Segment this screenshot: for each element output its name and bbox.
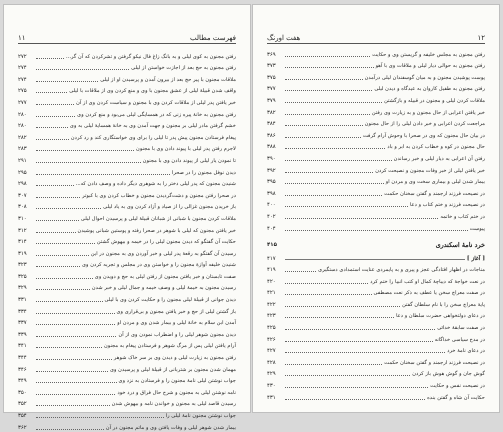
toc-entry: [267, 175, 485, 187]
dot-leader: [36, 174, 170, 175]
toc-entry: [18, 177, 236, 189]
toc-entry-page: ۴۲۵: [267, 325, 276, 332]
toc-entry-title: ملاقات کردن لیلی و مجنون در قبیله و بازگشتن: [384, 97, 485, 104]
dot-leader: [36, 324, 115, 325]
dot-leader: [36, 232, 76, 233]
toc-entry: [267, 309, 485, 321]
dot-leader: [285, 79, 363, 80]
toc-entry-page: ۳۴۹: [18, 378, 27, 385]
toc-entry: [18, 385, 236, 397]
toc-entry: [267, 249, 485, 263]
dot-leader: [36, 220, 79, 221]
toc-entry-title: تا نمودن یار لیلی از پیوند دادن وی با مجنون: [142, 157, 236, 164]
dot-leader: [36, 58, 64, 59]
toc-entry: [18, 165, 236, 177]
toc-entry-title: خبر یافتن اعرابی از حال مجنون و به زیارت وی رفتن: [371, 109, 485, 116]
toc-entry: [18, 130, 236, 142]
dot-leader: [36, 278, 93, 279]
dot-leader: [36, 243, 95, 244]
toc-entry-title: در نصیحت فرزند و ختم کتاب و دعا: [409, 202, 485, 209]
dot-leader: [36, 116, 75, 117]
toc-entry: [267, 297, 485, 309]
left-page-number: ۱۱: [18, 34, 26, 42]
dot-leader: [285, 218, 438, 219]
toc-entry: [18, 246, 236, 258]
toc-entry: [267, 332, 485, 344]
toc-entry-page: ۳۱۲: [18, 227, 27, 234]
toc-entry: [267, 209, 485, 221]
toc-entry-title: دیدن نوفل مجنون را در صحرا: [171, 169, 236, 176]
toc-entry-page: ۳۸۶: [267, 132, 276, 139]
toc-entry: [18, 61, 236, 73]
toc-entry: [267, 221, 485, 233]
toc-entry-page: ۳۶۹: [267, 51, 276, 58]
dot-leader: [36, 417, 164, 418]
toc-entry-title: جواب نوشتن مجنون نامهٔ لیلی را: [165, 413, 236, 419]
toc-entry-page: ۳۲۵: [18, 273, 27, 280]
dot-leader: [285, 183, 384, 184]
toc-entry-page: ۲۷۵: [18, 88, 27, 95]
toc-entry-title: خبر یافتن لیلی از خبر وفات مجنون و نصیحت کردن: [375, 167, 485, 174]
toc-entry-title: در نعت خواجهٔ که دیباچهٔ کمال او کتب انبیا را ختم کرد: [370, 278, 485, 285]
toc-entry-title: ملاقات کردن مجنون با شبانی از شبانان قبیلهٔ لیلی و پرسیدن احوال لیلی: [80, 215, 236, 222]
toc-entry: [18, 408, 236, 420]
dot-leader: [285, 148, 385, 149]
dot-leader: [36, 394, 115, 395]
toc-entry-title: خبر یافتن پدر لیلی از ملاقات کردن وی با مجنون و سیاست کردن وی از آن: [76, 99, 236, 106]
toc-entry-title: در دعای نامهٔ خرد: [447, 348, 485, 355]
toc-entry-title: پیوست: [469, 225, 485, 232]
dot-leader: [36, 197, 80, 198]
toc-entry-page: ۳۱۹: [18, 250, 27, 257]
toc-entry-title: بیمار شدن لیلی و بیماری سخت وی و مردن او: [385, 179, 485, 186]
dot-leader: [285, 56, 370, 57]
toc-entry-page: ۳۹۰: [267, 155, 276, 162]
toc-entry-title: صفت تابستان و خبر یافتن مجنون از رفتن لیلی به حج و دویدن وی: [94, 273, 236, 280]
toc-entry-title: در نصیحت فرزند ارجمند و گفتن سخنان حکمت: [384, 190, 485, 197]
dot-leader: [36, 347, 102, 348]
toc-entry-page: ۲۷۷: [18, 99, 27, 106]
toc-entry-page: ۴۲۹: [267, 371, 276, 378]
toc-entry-title: دیدن جوانی از قبیلهٔ لیلی مجنون را و حکایت کردن وی با لیلی: [104, 297, 236, 304]
dot-leader: [36, 104, 74, 105]
dot-leader: [285, 102, 382, 103]
toc-entry-title: رفتن مجنون به کوی لیلی و به بانگ زاغ فال نیکو گرفتن و تشرکردن که آن گر...: [66, 53, 236, 60]
toc-entry-title: رسیدن آن گفتگو به رقعهٔ پدر لیلی و خبر آوردن وی به مجنون در این: [90, 250, 236, 257]
toc-entry: [267, 70, 485, 82]
toc-entry-page: ۳۹۸: [267, 190, 276, 197]
dot-leader: [36, 162, 141, 163]
toc-entry-page: ۲۹۱: [18, 157, 27, 164]
toc-entry-title: لاجرم رفتن پدر لیلی با پیوند دادن وی با مجنون: [136, 146, 236, 153]
toc-entry-title: ملاقات مجنون با پیر حج بعد از بیرون آمدن و پرسیدن او از لیلی: [100, 76, 236, 83]
toc-entry-page: ۴۲۳: [267, 313, 276, 320]
toc-entry-page: ۲۸۰: [18, 123, 27, 130]
dot-leader: [36, 127, 68, 128]
dot-leader: [36, 255, 89, 256]
toc-entry-page: ۳۷۵: [267, 74, 276, 81]
toc-entry: [18, 292, 236, 304]
toc-entry-page: ۴۲۶: [267, 336, 276, 343]
toc-entry-title: رفتن مجنون به طفیل کاروان به عیدگاه و دیدن لیلی: [374, 86, 485, 93]
toc-entry-page: ۳۹۲: [267, 167, 276, 174]
toc-entry-title: رفتن مجنون به مجلس خلیفه و گریستن وی و حکایت: [372, 51, 485, 58]
dot-leader: [36, 313, 115, 314]
dot-leader: [36, 429, 104, 430]
toc-entry-page: ۴۰۰: [267, 202, 276, 209]
toc-entry: [267, 355, 485, 367]
dot-leader: [285, 399, 425, 400]
toc-entry-title: در نصیحت نفس و حکایت: [430, 383, 485, 390]
dot-leader: [285, 160, 392, 161]
dot-leader: [285, 352, 445, 353]
toc-entry-page: ۴۰۴: [267, 225, 276, 232]
toc-entry-title: خرد نامهٔ اسکندری: [435, 240, 485, 249]
toc-entry: [18, 107, 236, 119]
dot-leader: [285, 387, 428, 388]
toc-entry-title: مناجات در اظهار افتادگی عجز و پیری و به پایمردی عنایت استمدادی دستگیری: [318, 267, 485, 274]
toc-entry: [267, 47, 485, 59]
toc-entry-page: ۴۰۲: [267, 213, 276, 220]
toc-entry: [267, 93, 485, 105]
toc-entry: [18, 339, 236, 351]
toc-entry-title: نامه نوشتن لیلی به مجنون و شرح حال فراق و درد خود: [117, 389, 236, 396]
toc-entry-page: ۴۱۷: [267, 255, 276, 262]
toc-entry-page: ۳۳۴: [18, 308, 27, 315]
dot-leader: [285, 329, 435, 330]
toc-entry: [267, 286, 485, 298]
toc-entry-title: رفتن مجنون به زیارت لیلی و دیدن وی بر سر خاک شوهر: [113, 355, 236, 362]
toc-entry-title: در صفت معراج سخن یا عطف به ذکر نعت مصطفی: [373, 290, 485, 297]
toc-entry: [18, 304, 236, 316]
toc-entry-page: ۳۰۷: [18, 192, 27, 199]
toc-entry-page: ۲۸۰: [18, 111, 27, 118]
dot-leader: [285, 90, 372, 91]
toc-entry-page: ۴۲۰: [267, 278, 276, 285]
toc-entry: [267, 274, 485, 286]
dot-leader: [285, 259, 465, 260]
toc-entry: [18, 397, 236, 409]
dot-leader: [285, 375, 410, 376]
toc-entry: [267, 128, 485, 140]
toc-entry: [267, 378, 485, 390]
toc-entry-title: حکایت آن گفتگو که دیدن مجنون لیلی را در خیمه و بیهوش گشتن: [96, 239, 236, 246]
dot-leader: [36, 405, 110, 406]
toc-entry: [267, 367, 485, 379]
toc-entry: [18, 350, 236, 362]
dot-leader: [285, 341, 433, 342]
left-page-header-title: فهرست مطالب: [189, 34, 236, 42]
dot-leader: [285, 206, 408, 207]
toc-entry-page: ۴۱۹: [267, 267, 276, 274]
toc-entry-title: در صفت سابقهٔ خدائی: [437, 325, 485, 332]
toc-entry-page: ۳۵۰: [18, 389, 27, 396]
toc-entry-title: شنیدن خلیفه آوازهٔ مجنون را و خواستن وی در مجلس و تجربه کردن وی: [81, 262, 236, 269]
toc-entry-title: پیغام فرستادن مجنون پیش پدر تا لیلی را برای وی خواستگاری کند و رد کردن: [70, 134, 236, 141]
toc-entry: [18, 142, 236, 154]
toc-entry: [18, 269, 236, 281]
right-page-number: ۱۲: [477, 34, 485, 42]
toc-entry-page: ۳۲۳: [18, 262, 27, 269]
toc-entry-page: ۴۲۲: [267, 301, 276, 308]
toc-entry-page: ۲۷۲: [18, 53, 27, 60]
toc-entry: [267, 140, 485, 152]
right-page-header-title: هفت اورنگ: [267, 34, 301, 42]
dot-leader: [285, 172, 373, 173]
dot-leader: [36, 266, 80, 267]
toc-entry-page: ۳۵۲: [18, 401, 27, 408]
toc-entry-page: ۳۸۴: [267, 121, 276, 128]
dot-leader: [285, 271, 316, 272]
dot-leader: [285, 294, 372, 295]
toc-entry-page: ۳۳۹: [18, 331, 27, 338]
toc-entry-page: ۳۸۲: [267, 109, 276, 116]
toc-entry: [18, 95, 236, 107]
toc-entry: [18, 327, 236, 339]
toc-entry: [267, 233, 485, 249]
dot-leader: [36, 382, 117, 383]
dot-leader: [285, 306, 400, 307]
toc-entry-page: ۳۹۵: [267, 179, 276, 186]
toc-entry-title: در دعای دولتخواهی حضرت سلطان و دعا: [396, 313, 485, 320]
toc-entry: [18, 420, 236, 432]
toc-entry: [18, 200, 236, 212]
toc-entry-title: رفتن آن اعرابی به دیار لیلی و خبر رساندن: [393, 155, 485, 162]
dot-leader: [36, 359, 112, 360]
toc-entry: [18, 235, 236, 247]
dot-leader: [36, 336, 116, 337]
toc-entry-title: آمدن ابن سلام به خانهٔ لیلی و بیمار شدن وی و مردن او: [117, 320, 236, 327]
toc-entry-page: ۳۱۰: [18, 215, 27, 222]
toc-entry-title: در بیان حال مجنون که وی در صحرا با وحوش آرام گرفت: [362, 132, 485, 139]
toc-entry-page: ۴۱۵: [267, 241, 277, 248]
dot-leader: [285, 137, 361, 138]
toc-entry: [267, 198, 485, 210]
dot-leader: [36, 289, 90, 290]
right-page: [252, 4, 500, 413]
toc-entry: [18, 374, 236, 386]
toc-entry-title: حال مجنون در کوه و خطاب کردن به ابر و باد: [387, 144, 485, 151]
toc-entry-title: رفتن مجنون به خانهٔ پیره زنی که در همسایگی لیلی می‌بود و منع کردن وی: [77, 111, 236, 118]
toc-entry: [18, 223, 236, 235]
toc-entry-page: ۳۷۳: [267, 63, 276, 70]
toc-entry-title: باز گشتن لیلی از حج و خبر یافتن مجنون و بی‌قراری وی: [116, 308, 236, 315]
toc-entry-title: در ختم کتاب و خاتمه: [440, 213, 485, 220]
dot-leader: [285, 125, 363, 126]
toc-entry-title: رفتن مجنون به حوالی دیار لیلی و ملاقات وی با آهو: [375, 63, 485, 70]
dot-leader: [285, 114, 370, 115]
toc-entry-title: در مدح سیاسی خداگانه: [434, 336, 485, 343]
right-page-header: [267, 32, 485, 44]
dot-leader: [285, 67, 374, 68]
toc-entry-page: ۳۸۸: [267, 144, 276, 151]
toc-entry: [267, 82, 485, 94]
left-page-header: [18, 32, 236, 44]
toc-entry-page: ۳۲۹: [18, 285, 27, 292]
toc-entry-page: ۴۲۸: [267, 359, 276, 366]
dot-leader: [36, 139, 69, 140]
toc-entry-title: در صحرا رفتن مجنون و دشت‌گردیدن مجنون و خطاب کردن وی با کبوتر: [82, 192, 236, 199]
dot-leader: [36, 92, 67, 93]
toc-entry-page: ۲۹۵: [18, 169, 27, 176]
toc-entry-title: رسیدن مجنون به خیمهٔ لیلی و وصف خیمه و جمال لیلی و خبر شدن: [91, 285, 236, 292]
toc-entry-title: دیدن مجنون شوهر لیلی را و اضطراب نمودن وی از آن: [118, 331, 236, 338]
toc-entry: [18, 72, 236, 84]
toc-entry: [18, 188, 236, 200]
toc-entry-page: ۳۷۷: [267, 86, 276, 93]
toc-entry-page: ۳۵۴: [18, 413, 27, 419]
toc-entry: [18, 84, 236, 96]
toc-entry: [267, 320, 485, 332]
dot-leader: [36, 69, 129, 70]
toc-entry-page: ۲۹۸: [18, 181, 27, 188]
dot-leader: [285, 283, 368, 284]
left-page: [3, 4, 251, 431]
toc-entry: [18, 119, 236, 131]
toc-entry-title: در نصیحت فرزند ارجمند و گفتن سخنان حکمت: [384, 359, 485, 366]
dot-leader: [36, 301, 103, 302]
toc-entry-title: خشم گرفتن مادر لیلی بر مجنون و جهت آمدن وی به خانهٔ همسایهٔ لیلی به وی: [69, 123, 236, 130]
dot-leader: [36, 371, 108, 372]
toc-entry-page: ۳۴۶: [18, 366, 27, 373]
toc-entry-page: ۳۳۷: [18, 320, 27, 327]
left-toc: [18, 49, 236, 432]
toc-entry-title: آرام یافتن لیلی پس از مرگ شوهر و فرستادن پیغام به مجنون: [103, 343, 236, 350]
toc-entry-title: [ آغاز ]: [466, 255, 485, 262]
toc-entry-page: ۴۳۰: [267, 383, 276, 390]
toc-entry-page: ۴۲۱: [267, 290, 276, 297]
toc-entry-title: حکایت آن شاه و گفتن بنده: [427, 394, 485, 401]
toc-entry-page: ۴۳۱: [267, 394, 276, 401]
toc-entry-page: ۳۷۹: [267, 97, 276, 104]
toc-entry-title: جواب نوشتن لیلی نامهٔ مجنون را و فرستادن به نزد وی: [118, 378, 236, 385]
toc-entry: [267, 59, 485, 71]
toc-entry-page: ۴۲۷: [267, 348, 276, 355]
toc-entry-page: ۳۴۴: [18, 355, 27, 362]
toc-entry: [18, 316, 236, 328]
dot-leader: [285, 195, 382, 196]
toc-entry: [18, 281, 236, 293]
toc-entry: [18, 153, 236, 165]
toc-entry: [18, 258, 236, 270]
toc-entry-title: پایهٔ معراج سخن را با نام سلطان گفتن: [402, 301, 485, 308]
toc-entry: [18, 211, 236, 223]
toc-entry-page: ۳۶۲: [18, 424, 27, 431]
toc-entry-title: شنیدن مجنون که پدر لیلی دختر را به شوهری دیگر داده و وصف دادن که...: [75, 181, 236, 188]
right-toc: [267, 47, 485, 402]
toc-entry: [267, 151, 485, 163]
dot-leader: [36, 81, 98, 82]
toc-entry: [18, 49, 236, 61]
toc-entry-title: رسیدن قاصد لیلی به مجنون و خواندن نامه و بیهوش شدن: [111, 401, 236, 408]
toc-entry-page: ۳۱۴: [18, 239, 27, 246]
toc-entry-title: گوش جان و گوش هوش باز کردن: [412, 371, 485, 378]
dot-leader: [36, 185, 74, 186]
toc-entry-title: رفتن مجنون به حج بعد از اجازت خواستن از لیلی: [131, 65, 236, 72]
dot-leader: [285, 230, 468, 231]
toc-entry: [267, 390, 485, 402]
toc-entry-title: مهمان شدن مجنون بر شتربانی از قبیلهٔ لیلی و پرسیدن وی: [109, 366, 236, 373]
dot-leader: [36, 150, 134, 151]
toc-entry: [267, 163, 485, 175]
toc-entry-page: ۲۸۳: [18, 146, 27, 153]
toc-entry-page: ۲۷۴: [18, 76, 27, 83]
toc-entry-title: مراجعت کردن اعرابی و خبر دادن لیلی را از حال مجنون: [364, 121, 485, 128]
toc-entry-page: ۲۷۴: [18, 65, 27, 72]
toc-entry-title: باز خریدن مجنون غزالی را از صیاد و آزاد کردن وی به یاد لیلی: [103, 204, 236, 211]
toc-entry: [18, 362, 236, 374]
toc-entry-page: ۳۰۸: [18, 204, 27, 211]
toc-entry: [267, 186, 485, 198]
toc-entry-page: ۳۴۱: [18, 343, 27, 350]
toc-entry-page: ۳۳۱: [18, 297, 27, 304]
toc-entry: [267, 344, 485, 356]
dot-leader: [36, 208, 101, 209]
toc-entry-title: بیمار شدن شوهر لیلی و وفات یافتن وی و ماتم مجنون در آن: [105, 424, 236, 431]
toc-entry-title: خبر یافتن مجنون که لیلی با شوهر در صحرا رفته و پوستین شبانی پوشیدن: [77, 227, 236, 234]
toc-entry: [267, 105, 485, 117]
toc-entry: [267, 263, 485, 275]
toc-entry-title: واقف شدن قبیلهٔ لیلی از عشق مجنون با وی و منع کردن وی از ملاقات با لیلی: [69, 88, 236, 95]
toc-entry: [267, 117, 485, 129]
toc-entry-page: ۲۸۲: [18, 134, 27, 141]
dot-leader: [285, 364, 382, 365]
toc-entry-title: پوست پوشیدن مجنون و به میان گوسفندان لیلی درآمدن: [364, 74, 485, 81]
dot-leader: [285, 317, 394, 318]
